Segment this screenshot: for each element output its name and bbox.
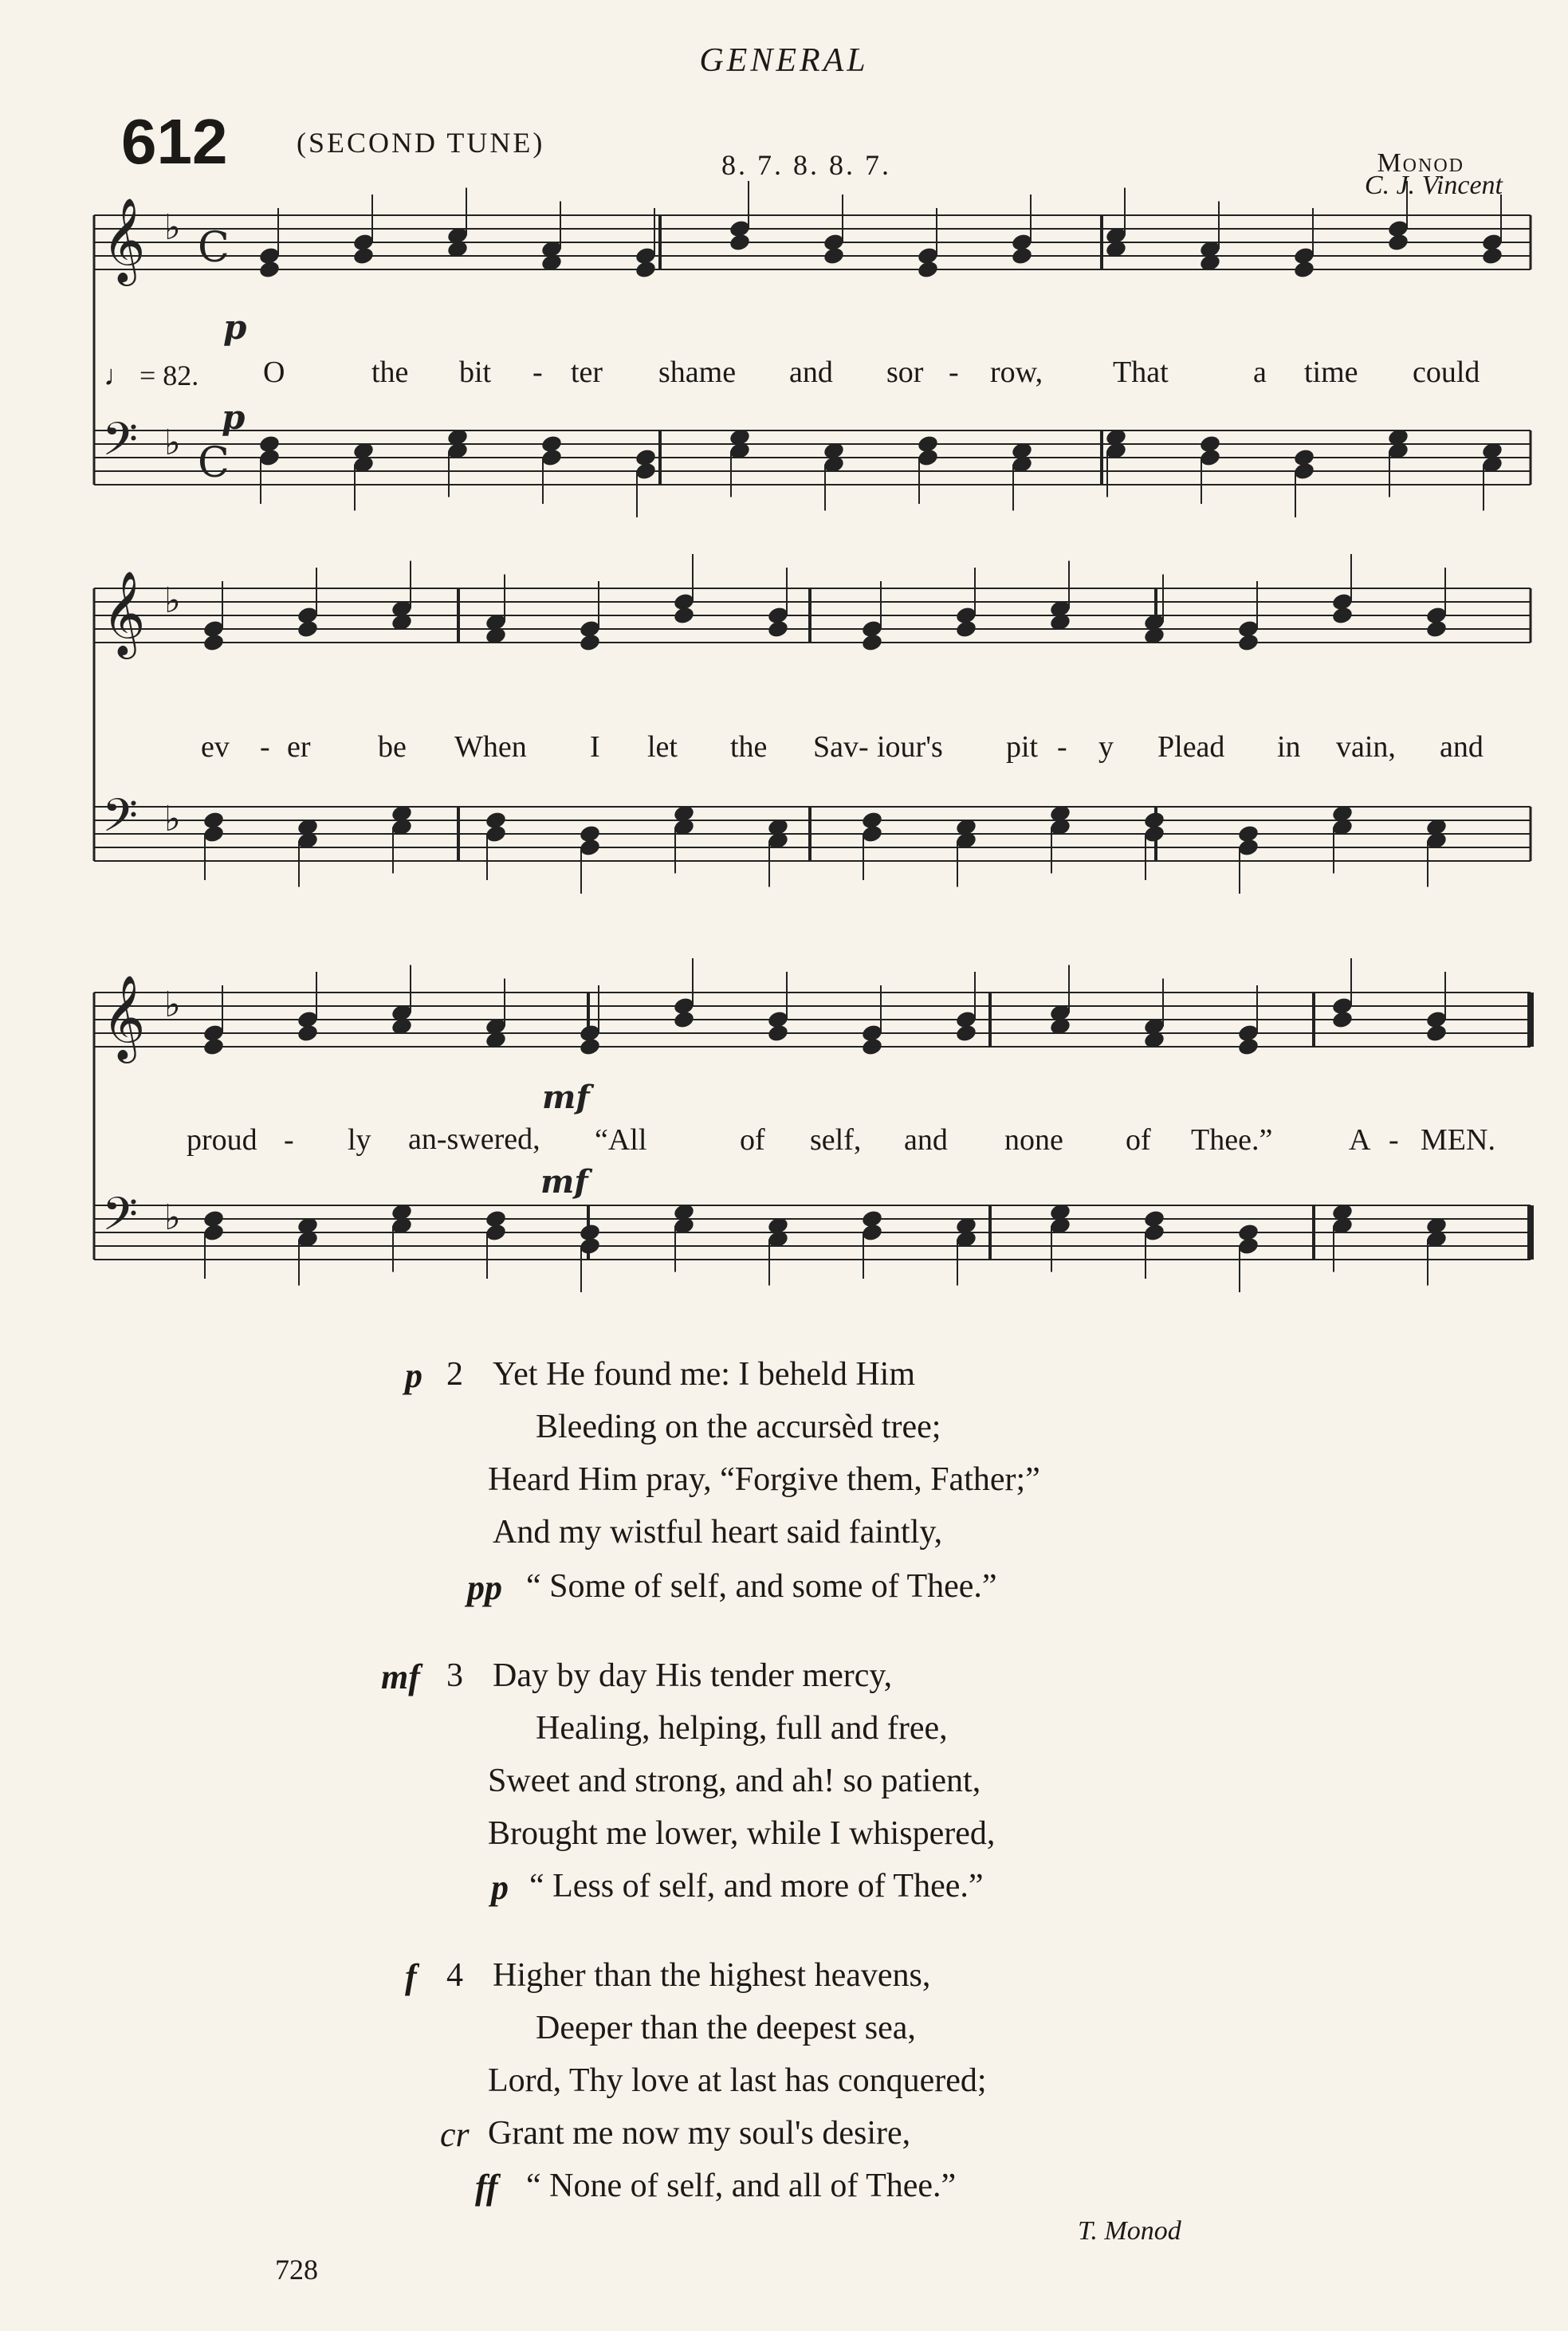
common-time-icon: C: [198, 439, 230, 487]
quarter-note-icon: ♩: [104, 360, 132, 391]
lyric-syllable: vain,: [1336, 730, 1396, 764]
lyric-syllable: the: [371, 356, 409, 389]
lyric-syllable: be: [378, 730, 407, 764]
text-author: T. Monod: [1078, 2216, 1181, 2246]
lyric-syllable: Thee.”: [1191, 1123, 1273, 1157]
verse-line: Sweet and strong, and ah! so patient,: [488, 1763, 981, 1799]
note-head: [1293, 259, 1316, 279]
lyric-syllable: and: [904, 1123, 948, 1157]
verse-line: Healing, helping, full and free,: [536, 1710, 948, 1747]
lyric-syllable: -: [1389, 1123, 1399, 1157]
lyric-syllable: -: [532, 356, 543, 389]
flat-sign-icon: ♭: [164, 985, 181, 1025]
lyric-syllable: ly: [348, 1123, 371, 1157]
lyric-syllable: and: [789, 356, 833, 389]
verse-line: “ None of self, and all of Thee.”: [526, 2168, 957, 2204]
verse-line: Deeper than the deepest sea,: [536, 2010, 916, 2046]
lyric-syllable: and: [1440, 730, 1484, 764]
note-head: [1011, 246, 1034, 265]
note-head: [767, 619, 790, 639]
meter: 8. 7. 8. 8. 7.: [721, 149, 891, 181]
verse-dynamic: ff: [475, 2168, 498, 2207]
treble-clef-icon: 𝄞: [102, 197, 146, 282]
lyric-syllable: proud: [187, 1123, 257, 1157]
note-head: [297, 1023, 320, 1043]
note-head: [1331, 605, 1354, 625]
lyric-syllable: “All: [595, 1123, 647, 1157]
note-head: [823, 246, 846, 265]
lyric-syllable: A: [1349, 1123, 1371, 1157]
flat-sign-icon: ♭: [164, 799, 181, 839]
lyric-syllable: Plead: [1157, 730, 1225, 764]
note-head: [861, 1036, 884, 1056]
lyric-syllable: MEN.: [1421, 1123, 1495, 1157]
lyric-syllable: could: [1413, 356, 1480, 389]
bass-clef-icon: 𝄢: [102, 788, 139, 854]
verse-dynamic: p: [491, 1868, 509, 1907]
note-head: [579, 1036, 602, 1056]
verse-line: Bleeding on the accursèd tree;: [536, 1409, 941, 1445]
lyric-syllable: sor: [886, 356, 924, 389]
lyric-syllable: of: [740, 1123, 765, 1157]
lyric-syllable: the: [730, 730, 768, 764]
flat-sign-icon: ♭: [164, 423, 181, 463]
bass-clef-icon: 𝄢: [102, 412, 139, 478]
page-number: 728: [275, 2254, 318, 2286]
tune-name: Monod: [1377, 148, 1464, 178]
lyric-syllable: -: [260, 730, 270, 764]
verse-number: 2: [446, 1356, 463, 1393]
hymn-number: 612: [121, 106, 228, 177]
lyric-syllable: shame: [658, 356, 737, 389]
lyric-syllable: Sav-: [813, 730, 869, 764]
note-head: [202, 1036, 226, 1056]
composer: C. J. Vincent: [1364, 171, 1503, 200]
verse-line: Lord, Thy love at last has conquered;: [488, 2062, 987, 2099]
lyric-syllable: That: [1113, 356, 1169, 389]
note-head: [1237, 632, 1260, 652]
note-head: [258, 259, 281, 279]
bass-clef-icon: 𝄢: [102, 1187, 139, 1252]
lyric-syllable: an-swered,: [408, 1122, 540, 1156]
lyric-syllable: iour's: [877, 730, 943, 764]
note-head: [352, 246, 375, 265]
note-head: [767, 1023, 790, 1043]
lyric-syllable: y: [1098, 730, 1114, 764]
lyric-syllable: ter: [571, 356, 603, 389]
treble-clef-icon: 𝄞: [102, 974, 146, 1059]
note-head: [955, 619, 978, 639]
lyric-syllable: er: [287, 730, 311, 764]
verse-line: Heard Him pray, “Forgive them, Father;”: [488, 1461, 1040, 1498]
lyric-syllable: a: [1253, 356, 1267, 389]
note-head: [1387, 232, 1410, 252]
verse-dynamic: pp: [467, 1568, 502, 1607]
flat-sign-icon: ♭: [164, 207, 181, 248]
note-head: [917, 259, 940, 279]
lyric-syllable: none: [1004, 1123, 1063, 1157]
verse-line: Brought me lower, while I whispered,: [488, 1815, 996, 1852]
lyric-syllable: -: [949, 356, 959, 389]
dynamic-mf: mf: [540, 1163, 588, 1201]
note-head: [729, 232, 752, 252]
common-time-icon: C: [198, 224, 230, 272]
dynamic-p: p: [223, 308, 247, 347]
lyric-syllable: in: [1277, 730, 1301, 764]
verse-dynamic: f: [405, 1957, 417, 1996]
lyric-syllable: I: [590, 730, 600, 764]
dynamic-p: p: [222, 398, 246, 437]
note-head: [297, 619, 320, 639]
note-head: [1425, 619, 1448, 639]
verse-line: Day by day His tender mercy,: [493, 1657, 893, 1694]
verse-dynamic: mf: [381, 1657, 420, 1696]
verse-line: Yet He found me: I beheld Him: [493, 1356, 915, 1393]
lyric-syllable: let: [647, 730, 678, 764]
lyric-syllable: bit: [459, 356, 492, 389]
dynamic-mf: mf: [542, 1079, 590, 1116]
lyric-syllable: O: [263, 356, 285, 389]
lyric-syllable: -: [1057, 730, 1067, 764]
tempo-marking: [104, 359, 198, 392]
note-head: [1237, 1036, 1260, 1056]
treble-clef-icon: 𝄞: [102, 570, 146, 655]
lyric-syllable: time: [1304, 356, 1358, 389]
note-head: [861, 632, 884, 652]
tune-label: (SECOND TUNE): [297, 127, 545, 159]
section-header: GENERAL: [699, 42, 869, 79]
verse-dynamic: p: [405, 1356, 422, 1395]
verse-line: Higher than the highest heavens,: [493, 1957, 931, 1994]
note-head: [202, 632, 226, 652]
note-head: [673, 1009, 696, 1029]
note-head: [1331, 1009, 1354, 1029]
verse-dynamic: cr: [440, 2115, 470, 2154]
lyric-syllable: When: [454, 730, 527, 764]
lyric-syllable: -: [284, 1123, 294, 1157]
note-head: [673, 605, 696, 625]
lyric-syllable: ev: [201, 730, 230, 764]
tempo-value: = 82.: [140, 360, 199, 391]
verse-number: 4: [446, 1957, 463, 1994]
note-head: [1481, 246, 1504, 265]
verse-line: “ Less of self, and more of Thee.”: [529, 1868, 984, 1905]
flat-sign-icon: ♭: [164, 1197, 181, 1238]
verse-line: And my wistful heart said faintly,: [493, 1514, 943, 1551]
lyric-syllable: row,: [990, 356, 1043, 389]
verse-line: Grant me now my soul's desire,: [488, 2115, 911, 2152]
note-head: [1425, 1023, 1448, 1043]
lyric-syllable: self,: [810, 1123, 862, 1157]
note-head: [635, 259, 658, 279]
verse-line: “ Some of self, and some of Thee.”: [526, 1568, 997, 1605]
lyric-syllable: pit: [1006, 730, 1039, 764]
flat-sign-icon: ♭: [164, 580, 181, 621]
note-head: [955, 1023, 978, 1043]
lyric-syllable: of: [1126, 1123, 1151, 1157]
note-head: [579, 632, 602, 652]
verse-number: 3: [446, 1657, 463, 1694]
